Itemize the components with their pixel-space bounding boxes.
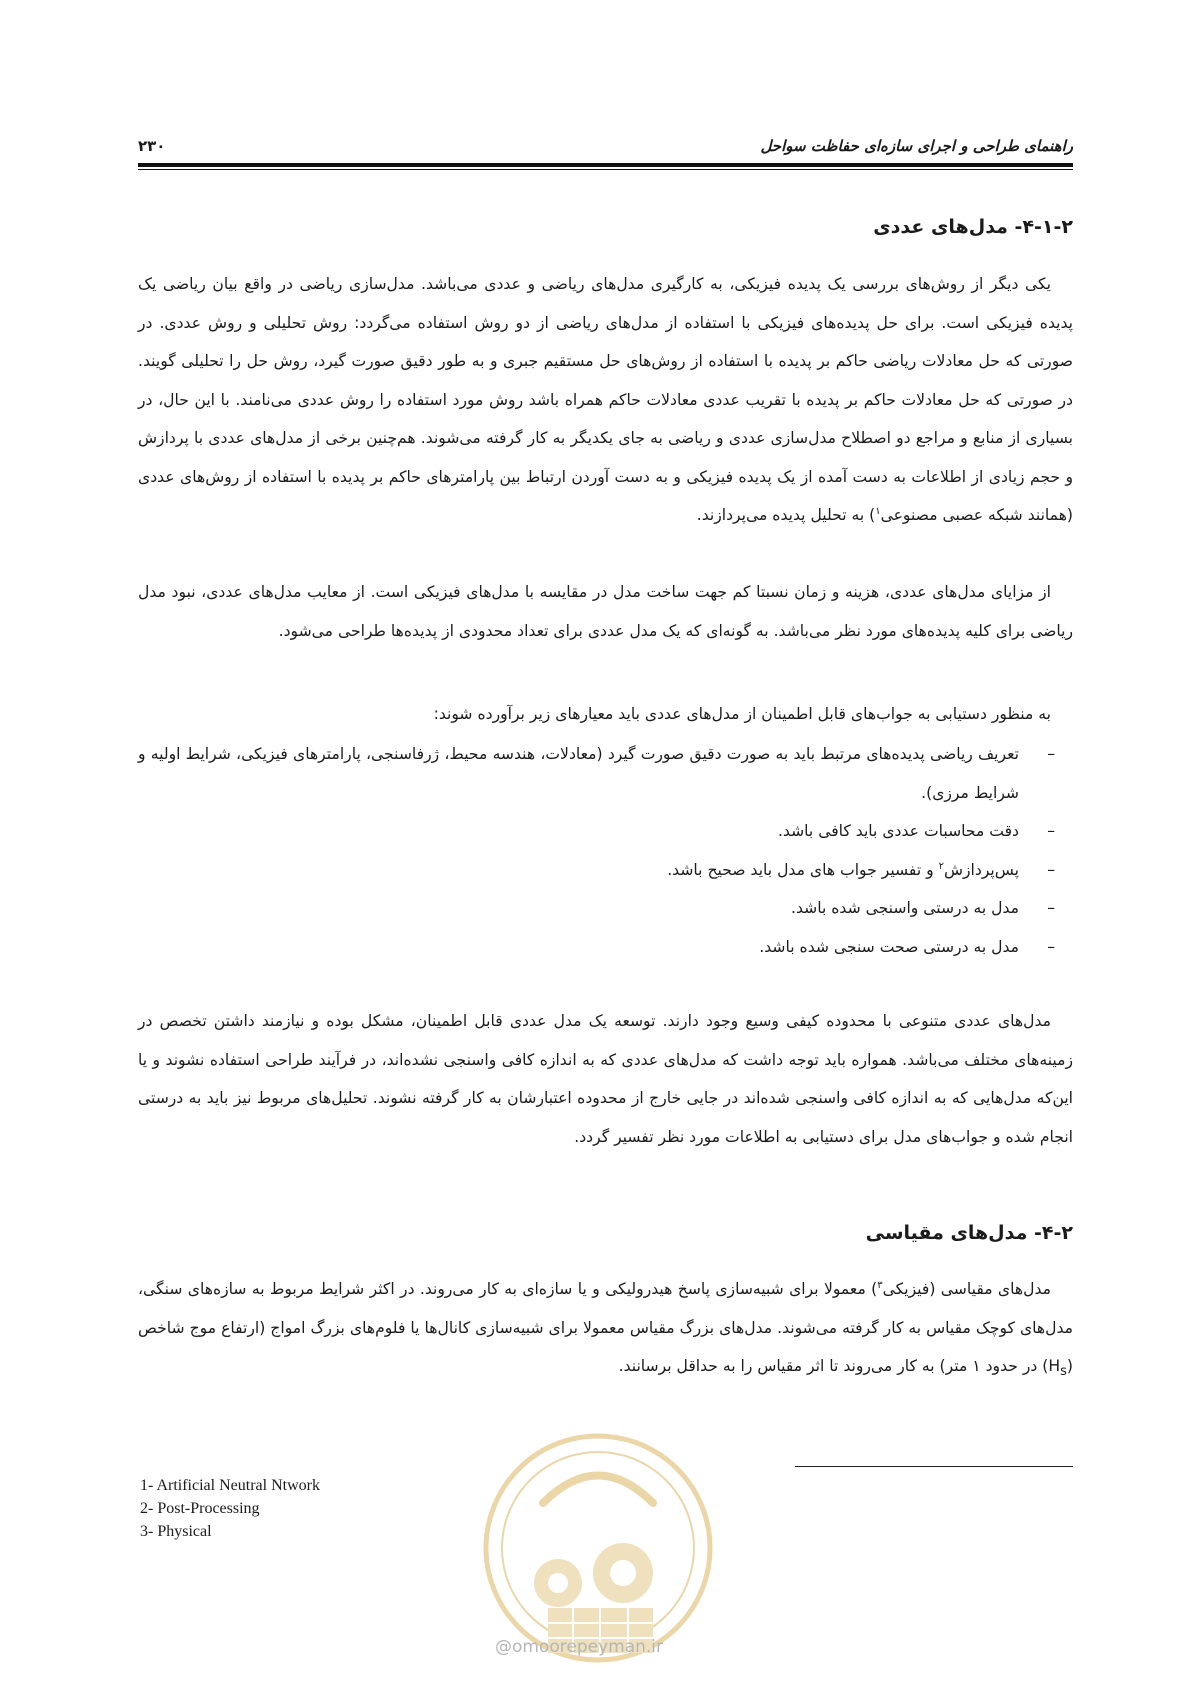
list-item bbox=[138, 889, 1073, 928]
paragraph-scale-text-a: مدل‌های مقیاسی (فیزیکی bbox=[882, 1280, 1051, 1298]
paragraph-advantages: از مزایای مدل‌های عددی، هزینه و زمان نسبتا کم جهت ساخت مدل در مقایسه با مدل‌های فیزیکی است. از معایب مدل‌های عددی، نبود مدل ریاضی برای کلیه پدیده‌های مورد نظر می‌باشد. به گونه‌ای که یک مدل عددی برای تعداد محدودی از پدیده‌ها طراحی می‌شود. bbox=[138, 583, 1073, 640]
book-title: راهنمای طراحی و اجرای سازه‌ای حفاظت سواحل bbox=[760, 137, 1073, 155]
header-rule-thick bbox=[138, 163, 1073, 167]
paragraph-intro-end: ) به تحلیل پدیده می‌پردازند. bbox=[696, 506, 876, 524]
footnote-2: 2- Post-Processing bbox=[140, 1500, 260, 1517]
watermark-text: @omoorepeyman.ir bbox=[495, 1637, 664, 1657]
header-rule-thin bbox=[138, 169, 1073, 170]
page-number: ۲۳۰ bbox=[138, 137, 166, 155]
paragraph-scale-text-b: ) معمولا برای شبیه‌سازی پاسخ هیدرولیکی و یا سازه‌ای به کار می‌روند. در اکثر شرایط مربوط به سازه‌های سنگی، مدل‌های کوچک مقیاس به کار گرفته می‌شوند. مدل‌های بزرگ مقیاس معمولا برای شبیه‌سازی کانال‌ها یا فلوم‌های بزرگ امواج (ارتفاع موج شاخص (H bbox=[138, 1280, 1073, 1375]
running-header bbox=[138, 126, 1073, 166]
dash-bullet: – bbox=[1047, 822, 1055, 840]
dash-bullet: – bbox=[1047, 899, 1055, 917]
footnote-3: 3- Physical bbox=[140, 1523, 212, 1540]
paragraph-intro bbox=[138, 265, 1073, 535]
list-item bbox=[138, 812, 1073, 851]
list-item bbox=[138, 851, 1073, 890]
list-item bbox=[138, 928, 1073, 967]
footnote-ref-1: ۱ bbox=[875, 505, 881, 517]
list-item-text-end: و تفسیر جواب های مدل باید صحیح باشد. bbox=[667, 860, 939, 879]
footnote-separator bbox=[795, 1466, 1073, 1467]
dash-bullet: – bbox=[1047, 745, 1055, 763]
criteria-list bbox=[138, 735, 1073, 966]
paragraph-intro-text: یکی دیگر از روش‌های بررسی یک پدیده فیزیکی، به کارگیری مدل‌های ریاضی و عددی می‌باشد. مدل‌سازی ریاضی در واقع بیان ریاضی یک پدیده فیزیکی است. برای حل پدیده‌های فیزیکی با استفاده از مدل‌های ریاضی از دو روش استفاده می‌گردد: روش تحلیلی و روش عددی. در صورتی که حل معادلات ریاضی حاکم بر پدیده با استفاده از روش‌های حل مستقیم جبری و به طور دقیق صورت گیرد، روش حل را تحلیلی گویند. در صورتی که حل معادلات حاکم بر پدیده با تقریب عددی معادلات حاکم همراه باشد روش مورد استفاده را روش عددی می‌نامند. با این حال، در بسیاری از منابع و مراجع دو اصطلاح مدل‌سازی عددی و ریاضی به جای یکدیگر به کار گرفته می‌شوند. هم‌چنین برخی از مدل‌های عددی با پردازش و حجم زیادی از اطلاعات به دست آمده از یک پدیده فیزیکی و به دست آوردن ارتباط بین پارامترهای حاکم بر پدیده با استفاده از روش‌های عددی (همانند شبکه عصبی مصنوعی bbox=[138, 275, 1073, 524]
list-item-text: مدل به درستی صحت سنجی شده باشد. bbox=[759, 937, 1019, 956]
paragraph-criteria-intro: به منظور دستیابی به جواب‌های قابل اطمینان از مدل‌های عددی باید معیارهای زیر برآورده شوند: bbox=[433, 705, 1051, 723]
paragraph-scale-models bbox=[138, 1270, 1073, 1392]
paragraph-variety: مدل‌های عددی متنوعی با محدوده کیفی وسیع وجود دارند. توسعه یک مدل عددی قابل اطمینان، مشکل بوده و نیازمند داشتن تخصص در زمینه‌های مختلف می‌باشد. همواره باید توجه داشت که مدل‌های عددی که به اندازه کافی واسنجی نشده‌اند، در فرآیند طراحی استفاده نشوند و یا این‌که مدل‌هایی که به اندازه کافی واسنجی شده‌اند در جایی خارج از محدوده اعتبارشان به کار گرفته نشوند. تحلیل‌های مربوط نیز باید به درستی انجام شده و جواب‌های مدل برای دستیابی به اطلاعات مورد نظر تفسیر گردد. bbox=[138, 1012, 1073, 1146]
footnote-1: 1- Artificial Neutral Ntwork bbox=[140, 1477, 320, 1494]
paragraph-scale-text-c: ) در حدود ۱ متر) به کار می‌روند تا اثر مقیاس را به حداقل برسانند. bbox=[618, 1357, 1049, 1375]
list-item-text: تعریف ریاضی پدیده‌های مرتبط باید به صورت دقیق صورت گیرد (معادلات، هندسه محیط، ژرفاسنجی، پارامترهای فیزیکی، شرایط اولیه و شرایط مرزی). bbox=[138, 745, 1019, 802]
dash-bullet: – bbox=[1047, 937, 1055, 956]
list-item-text: دقت محاسبات عددی باید کافی باشد. bbox=[777, 822, 1019, 840]
footnote-ref-2: ۲ bbox=[938, 860, 944, 872]
footnote-ref-3: ۳ bbox=[877, 1279, 883, 1291]
list-item-text: مدل به درستی واسنجی شده باشد. bbox=[790, 899, 1019, 917]
subscript-s: s bbox=[1060, 1364, 1067, 1380]
list-item-text: پس‌پردازش bbox=[943, 860, 1019, 879]
dash-bullet: – bbox=[1047, 860, 1055, 879]
section-heading-numerical-models: ۴-۱-۲- مدل‌های عددی bbox=[873, 216, 1073, 238]
list-item bbox=[138, 735, 1073, 812]
footnotes bbox=[140, 1474, 320, 1543]
section-heading-scale-models: ۴-۲- مدل‌های مقیاسی bbox=[865, 1222, 1073, 1244]
